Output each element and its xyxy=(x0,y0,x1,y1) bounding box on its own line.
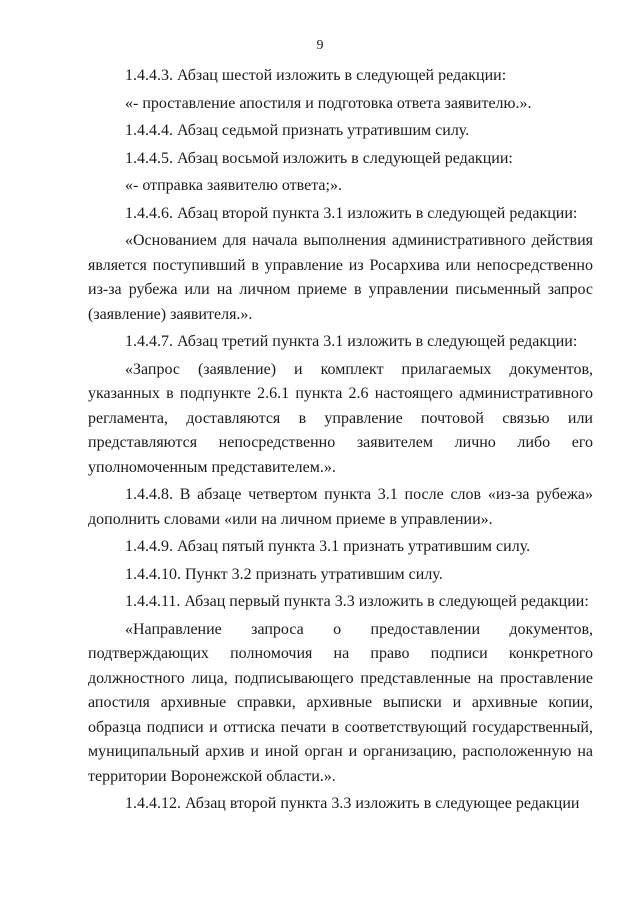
paragraph-1-4-4-8: 1.4.4.8. В абзаце четвертом пункта 3.1 после слов «из-за рубежа» дополнить словами «или на личном приеме в управлении». xyxy=(88,486,593,528)
quote-sending-response: «- отправка заявителю ответа;». xyxy=(125,177,342,194)
paragraph-1-4-4-9: 1.4.4.9. Абзац пятый пункта 3.1 признать утратившим силу. xyxy=(125,538,531,555)
paragraph-1-4-4-3: 1.4.4.3. Абзац шестой изложить в следующей редакции: xyxy=(125,67,507,84)
quote-basis-for-action: «Основанием для начала выполнения административного действия является поступивший в управление из Росархива или непосредственно из-за рубежа или на личном приеме в управлении письменный запрос (заявление) заявителя.». xyxy=(88,232,593,323)
paragraph-1-4-4-5: 1.4.4.5. Абзац восьмой изложить в следующей редакции: xyxy=(125,149,513,167)
paragraph-1-4-4-4: 1.4.4.4. Абзац седьмой признать утратившим силу. xyxy=(125,122,470,139)
document-body xyxy=(88,64,593,820)
page-number: 9 xyxy=(316,38,324,53)
quote-request-documents: «Запрос (заявление) и комплект прилагаемых документов, указанных в подпункте 2.6.1 пункта 2.6 настоящего административного регламента, доставляются в управление почтовой связью или представляются непосредственно заявителем лично либо его уполномоченным представителем.». xyxy=(88,360,593,476)
quote-apostille-preparation: «- проставление апостиля и подготовка ответа заявителю.». xyxy=(125,94,532,112)
paragraph-1-4-4-11: 1.4.4.11. Абзац первый пункта 3.3 изложить в следующей редакции: xyxy=(125,593,589,610)
paragraph-1-4-4-10: 1.4.4.10. Пункт 3.2 признать утратившим силу. xyxy=(125,565,443,583)
paragraph-1-4-4-6: 1.4.4.6. Абзац второй пункта 3.1 изложить в следующей редакции: xyxy=(125,204,578,222)
paragraph-1-4-4-12: 1.4.4.12. Абзац второй пункта 3.3 изложить в следующее редакции xyxy=(125,795,580,812)
paragraph-1-4-4-7: 1.4.4.7. Абзац третий пункта 3.1 изложить в следующей редакции: xyxy=(125,333,578,350)
quote-request-direction: «Направление запроса о предоставлении документов, подтверждающих полномочия на право подписи конкретного должностного лица, подписывающего представленные на проставление апостиля архивные справки, архивные выписки и архивные копии, образца подписи и оттиска печати в соответствующий государственный, муниципальный архив и иной орган и организацию, расположенную на территории Воронежской области.». xyxy=(88,620,593,785)
